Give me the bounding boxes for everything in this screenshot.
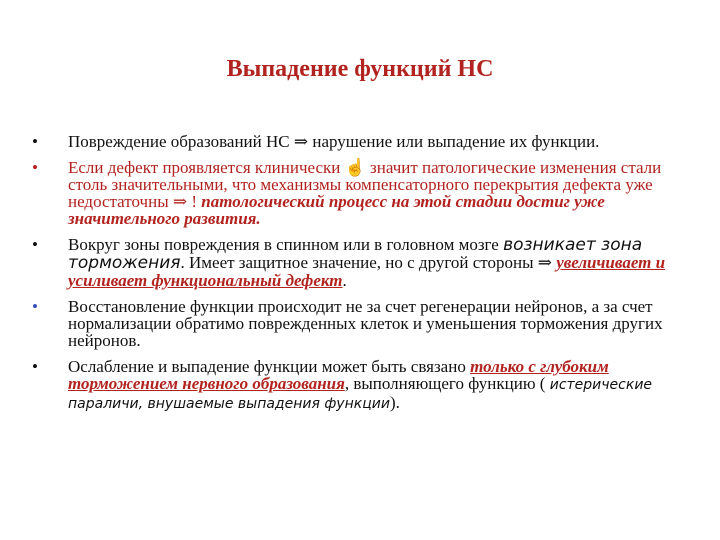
bullet-marker: • xyxy=(32,158,38,177)
bullet-text: . Имеет защитное значение, но с другой стороны ⇒ xyxy=(180,253,557,272)
emphasis-link-text: увеличивает и усиливает функциональный дефект xyxy=(68,253,666,290)
emphasis-link-text: только с глубоким торможением нервного образования xyxy=(68,357,609,393)
bullet-item-2 xyxy=(32,159,682,227)
bullet-text: Ослабление и выпадение функции может быть связано xyxy=(68,357,471,376)
emphasis-text: возникает зона торможения xyxy=(68,235,643,273)
bullet-text: Повреждение образований НС ⇒ нарушение или выпадение их функции. xyxy=(68,132,600,151)
bullet-list xyxy=(32,133,682,422)
bullet-text: Восстановление функции происходит не за счет регенерации нейронов, а за счет нормализации обратимо поврежденных клеток и уменьшения торможения других нейронов. xyxy=(68,297,663,350)
bullet-text: Если дефект проявляется клинически ☝ значит патологические изменения стали столь значительными, что механизмы компенсаторного перекрытия дефекта уже недостаточны ⇒ ! xyxy=(68,158,662,211)
bullet-item-1 xyxy=(32,133,682,150)
bullet-text: ). xyxy=(389,393,400,412)
bullet-text: Вокруг зоны повреждения в спинном или в головном мозге xyxy=(68,235,504,254)
emphasis-text: истерические параличи, внушаемые выпадения функции xyxy=(68,377,653,412)
bullet-item-3 xyxy=(32,236,682,289)
bullet-marker: • xyxy=(32,297,38,316)
bullet-marker: • xyxy=(32,357,38,376)
bullet-item-5 xyxy=(32,358,682,413)
emphasis-text: патологический процесс на этой стадии достиг уже значительного развития. xyxy=(68,192,605,228)
bullet-text: . xyxy=(342,271,347,290)
bullet-marker: • xyxy=(32,132,38,151)
bullet-marker: • xyxy=(32,235,38,254)
bullet-item-4 xyxy=(32,298,682,349)
slide-title: Выпадение функций НС xyxy=(226,56,494,82)
bullet-text: , выполняющего функцию ( xyxy=(344,374,550,393)
